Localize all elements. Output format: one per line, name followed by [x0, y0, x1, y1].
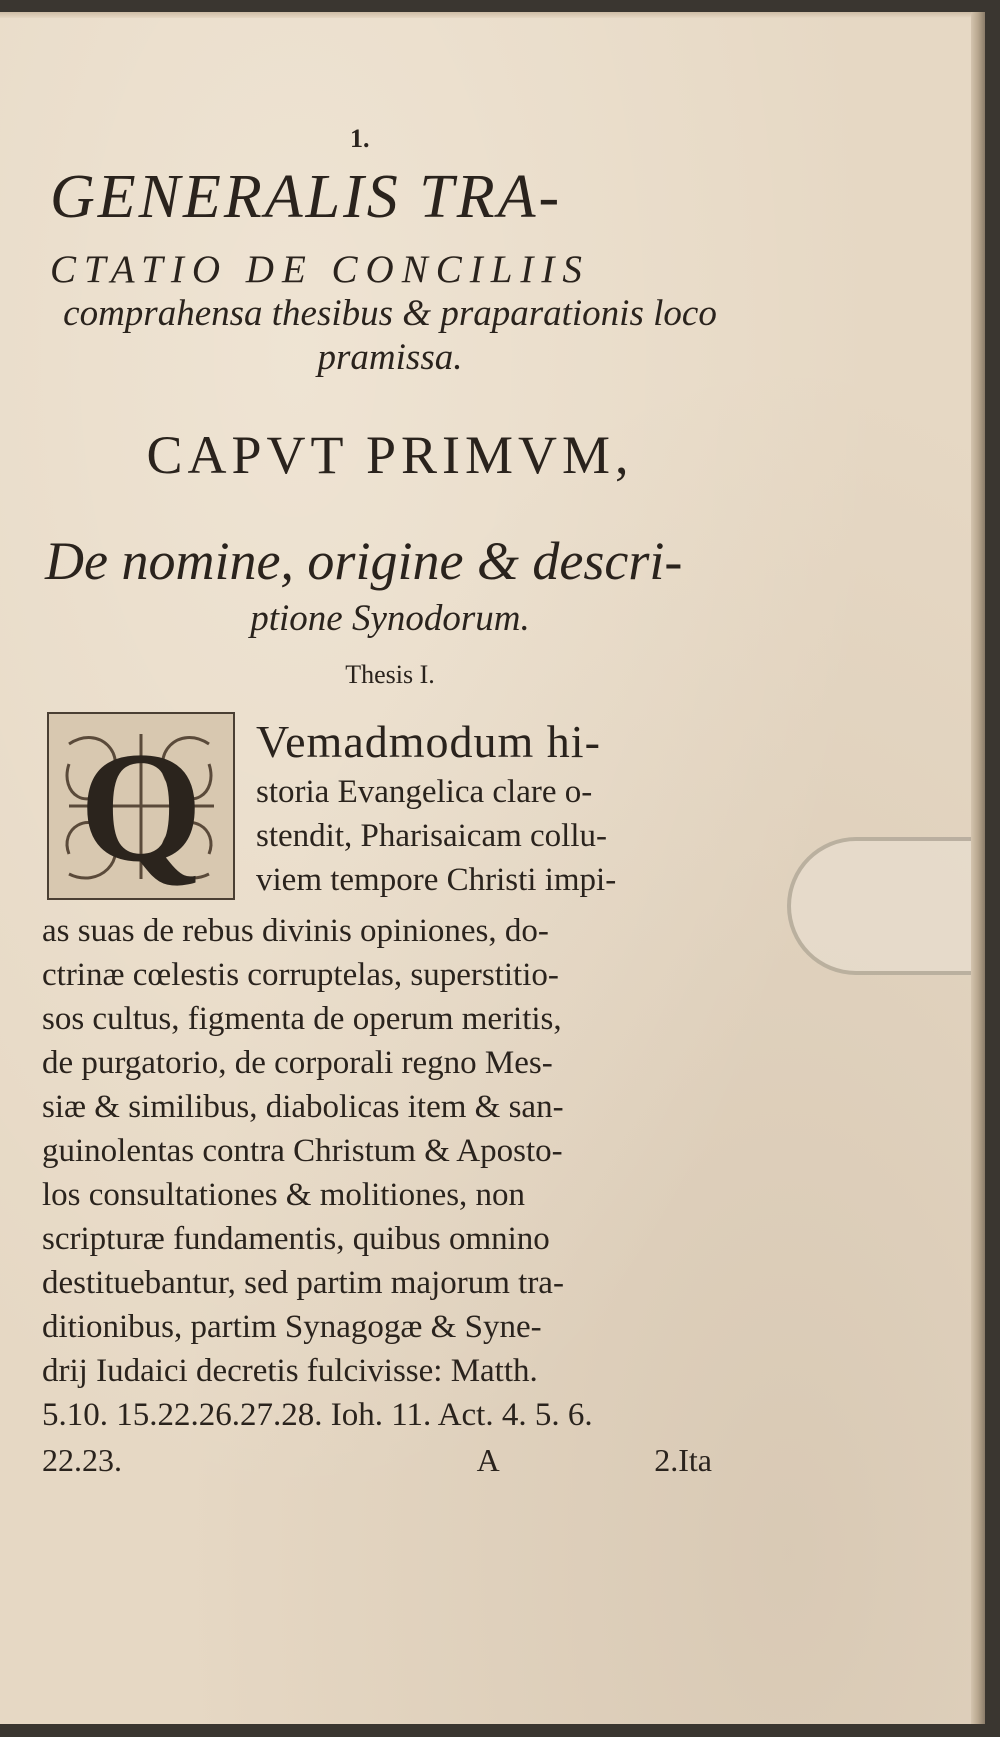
page-right-edge — [971, 12, 985, 1724]
thesis-label: Thesis I. — [345, 660, 435, 689]
chapter-subtitle-line-1: De nomine, origine & descri- — [45, 531, 683, 591]
drop-line-1: Vemadmodum hi- — [256, 716, 601, 767]
body-line-6: guinolentas contra Christum & Aposto- — [42, 1133, 563, 1169]
page-footer — [42, 1442, 712, 1479]
body-line-9: destituebantur, sed partim majorum tra- — [42, 1265, 564, 1301]
body-line-8: scripturæ fundamentis, quibus omnino — [42, 1221, 550, 1257]
drop-line-2: storia Evangelica clare o- — [256, 774, 593, 810]
drop-line-4: viem tempore Christi impi- — [256, 862, 617, 898]
page-top-edge — [0, 12, 985, 18]
chapter-heading: CAPVT PRIMVM, — [146, 425, 634, 485]
book-page — [0, 12, 985, 1724]
chapter-subtitle-line-2: ptione Synodorum. — [250, 598, 530, 639]
drop-cap-text — [256, 714, 726, 902]
page-clip — [787, 837, 971, 975]
title-line-1: GENERALIS TRA- — [50, 163, 563, 231]
body-line-10: ditionibus, partim Synagogæ & Syne- — [42, 1309, 542, 1345]
body-line-11: drij Iudaici decretis fulcivisse: Matth. — [42, 1353, 538, 1389]
body-line-5: siæ & similibus, diabolicas item & san- — [42, 1089, 564, 1125]
title-line-3: comprahensa thesibus & praparationis loco pramissa. — [63, 293, 717, 379]
drop-line-3: stendit, Pharisaicam collu- — [256, 818, 607, 854]
body-text — [42, 909, 732, 1437]
body-line-12: 5.10. 15.22.26.27.28. Ioh. 11. Act. 4. 5. 6. — [42, 1397, 593, 1433]
title-line-2: CTATIO DE CONCILIIS — [50, 248, 590, 291]
body-line-1: as suas de rebus divinis opiniones, do- — [42, 913, 549, 949]
page-number: 1. — [350, 124, 370, 153]
initial-letter: Q — [79, 720, 203, 895]
ornamental-initial-q-icon — [47, 712, 235, 900]
footer-reference: 22.23. — [42, 1442, 122, 1478]
catchword: 2.Ita — [654, 1442, 712, 1478]
body-line-4: de purgatorio, de corporali regno Mes- — [42, 1045, 553, 1081]
body-line-7: los consultationes & molitiones, non — [42, 1177, 526, 1213]
body-line-2: ctrinæ cœlestis corruptelas, superstitio- — [42, 957, 559, 993]
body-line-3: sos cultus, figmenta de operum meritis, — [42, 1001, 562, 1037]
signature-mark: A — [476, 1442, 500, 1478]
